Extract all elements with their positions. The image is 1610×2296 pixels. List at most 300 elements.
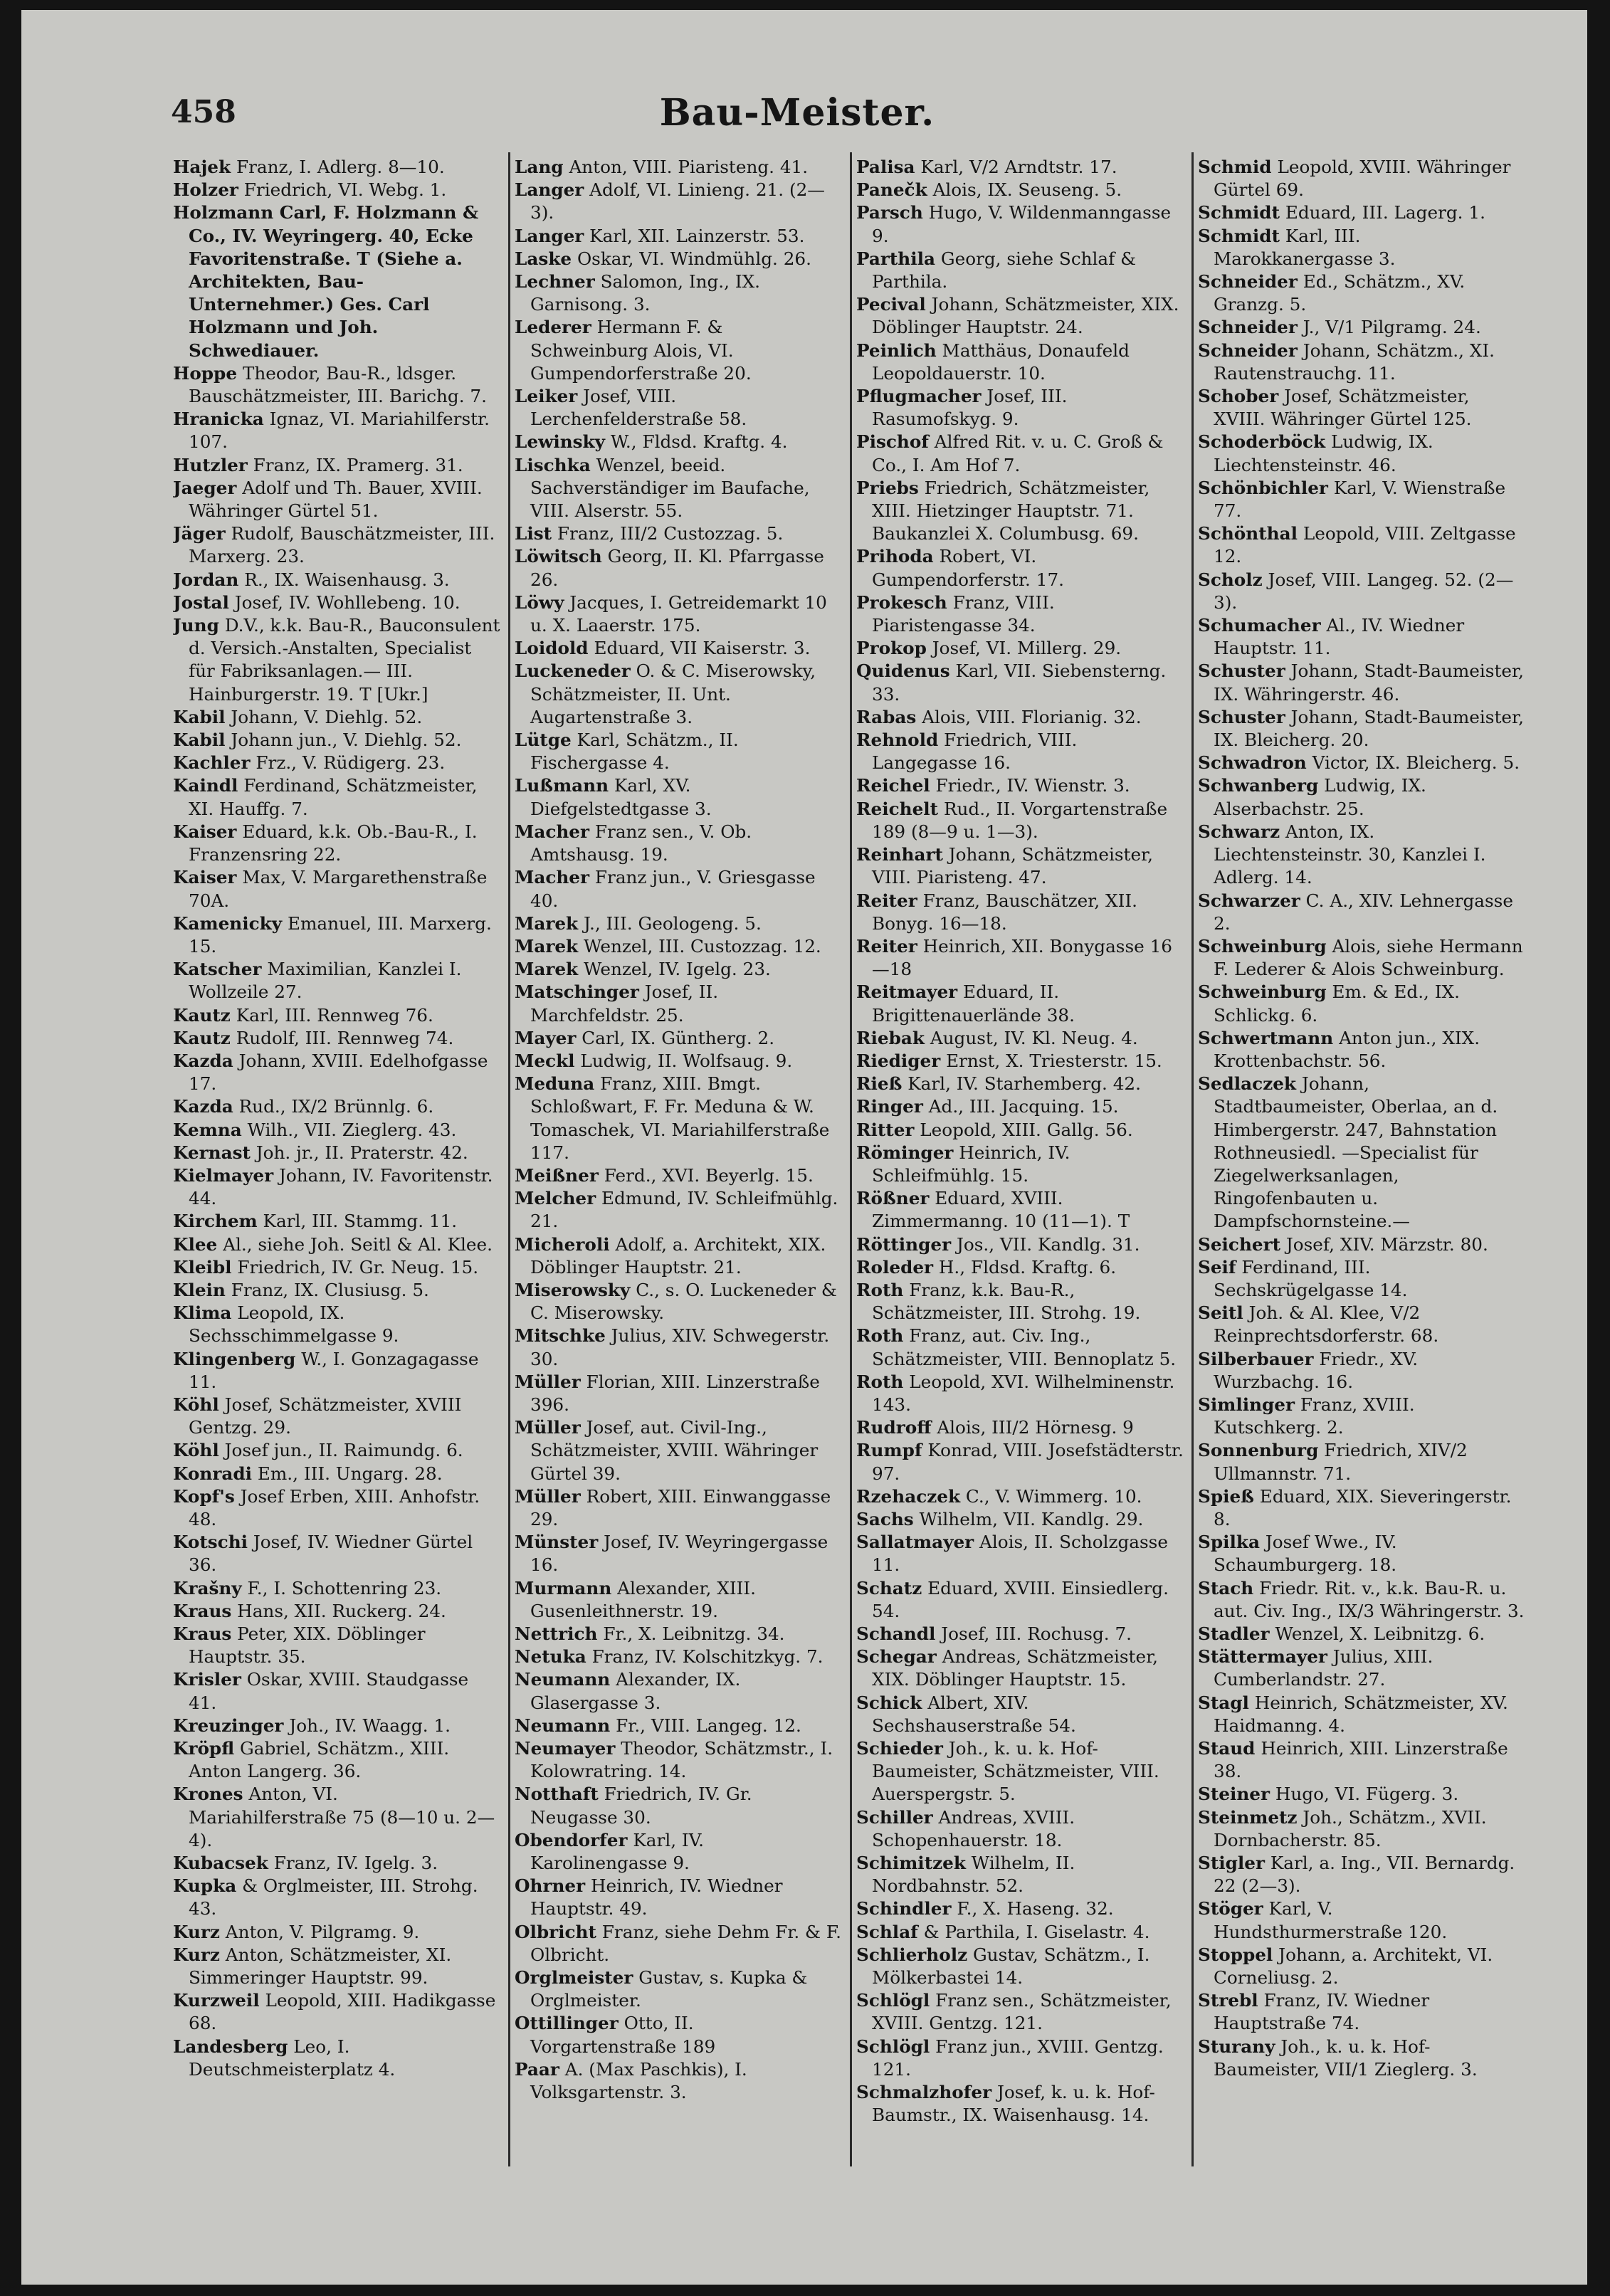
entry-details: Franz, IV. Wiedner Hauptstraße 74.: [1214, 1990, 1430, 2034]
directory-entry: [856, 843, 1184, 889]
directory-entry: [515, 1233, 842, 1279]
entry-details: Karl, XV. Diefgelstedtgasse 3.: [530, 775, 712, 819]
entry-name: Prihoda: [856, 546, 934, 567]
entry-details: J., III. Geologeng. 5.: [584, 912, 762, 934]
entry-details: Ferd., XVI. Beyerlg. 15.: [604, 1164, 814, 1186]
directory-entry: [1198, 1302, 1525, 1347]
directory-entry: [515, 316, 842, 385]
entry-details: Adolf, VI. Linieng. 21. (2—3).: [530, 179, 825, 223]
entry-name: Orglmeister: [515, 1967, 633, 1989]
entry-name: Mitschke: [515, 1325, 606, 1347]
directory-entry: [1198, 1692, 1525, 1737]
directory-entry: [173, 408, 500, 453]
entry-name: Panečk: [856, 179, 927, 201]
entry-name: Roleder: [856, 1256, 934, 1278]
directory-entry: [173, 752, 500, 774]
directory-entry: [173, 1095, 500, 1118]
entry-details: Heinrich, IV. Wiedner Hauptstr. 49.: [530, 1875, 783, 1920]
entry-name: Sedlaczek: [1198, 1073, 1297, 1095]
directory-entry: [515, 591, 842, 637]
entry-name: Spieß: [1198, 1485, 1254, 1507]
directory-entry: [515, 1668, 842, 1714]
entry-details: Peter, XIX. Döblinger Hauptstr. 35.: [189, 1623, 426, 1668]
entry-name: Kernast: [173, 1142, 251, 1163]
entry-details: Karl, III. Marokkanergasse 3.: [1214, 225, 1396, 269]
entry-name: Lederer: [515, 317, 591, 338]
directory-entry: [856, 1508, 1184, 1531]
directory-entry: [173, 1623, 500, 1668]
directory-column-4: [1198, 156, 1525, 2163]
entry-name: Reiter: [856, 935, 917, 957]
directory-entry: [1198, 431, 1525, 476]
entry-name: Schmidt: [1198, 225, 1280, 246]
directory-entry: [173, 201, 500, 362]
entry-name: Meckl: [515, 1050, 575, 1071]
directory-entry: [856, 2036, 1184, 2081]
directory-entry: [1198, 270, 1525, 316]
entry-name: Meißner: [515, 1164, 599, 1186]
entry-details: Friedrich, Schätzmeister, XIII. Hietzinger Hauptstr. 71. Baukanzlei X. Columbusg. 69.: [872, 477, 1150, 544]
directory-entry: [856, 1142, 1184, 1187]
directory-entry: [1198, 1897, 1525, 1943]
entry-name: Peinlich: [856, 339, 937, 361]
entry-details: Josef Erben, XIII. Anhofstr. 48.: [189, 1485, 480, 1529]
entry-details: Josef, k. u. k. Hof-Baumstr., IX. Waisenhausg. 14.: [872, 2082, 1155, 2126]
entry-name: Lechner: [515, 271, 595, 293]
entry-details: Jacques, I. Getreidemarkt 10 u. X. Laaerstr. 175.: [530, 591, 827, 636]
entry-name: Macher: [515, 867, 590, 888]
entry-name: Köhl: [173, 1440, 219, 1461]
entry-name: Schlögl: [856, 1990, 930, 2011]
entry-name: Rabas: [856, 706, 917, 727]
entry-name: Schmid: [1198, 157, 1272, 177]
directory-entry: [515, 1416, 842, 1485]
entry-name: Melcher: [515, 1188, 596, 1209]
column-divider: [508, 152, 510, 2166]
directory-entry: [173, 156, 500, 179]
entry-name: Reichelt: [856, 798, 939, 819]
entry-details: Johann, IV. Favoritenstr. 44.: [189, 1164, 493, 1209]
entry-details: Franz, siehe Dehm Fr. & F. Olbricht.: [530, 1921, 841, 1965]
entry-name: Loidold: [515, 638, 589, 659]
directory-entry: [173, 1989, 500, 2035]
entry-details: Anton, VIII. Piaristeng. 41.: [569, 157, 809, 177]
directory-entry: [1198, 1623, 1525, 1645]
directory-entry: [515, 935, 842, 958]
entry-name: Stättermayer: [1198, 1646, 1327, 1668]
directory-entry: [1198, 1577, 1525, 1623]
directory-entry: [173, 1004, 500, 1027]
entry-name: Löwy: [515, 591, 564, 613]
entry-name: Schweinburg: [1198, 935, 1327, 957]
entry-details: Florian, XIII. Linzerstraße 396.: [530, 1371, 820, 1415]
entry-name: Parthila: [856, 248, 936, 269]
entry-name: Neumayer: [515, 1738, 616, 1759]
entry-name: Holzer: [173, 179, 238, 201]
entry-details: Leopold, VIII. Zeltgasse 12.: [1214, 523, 1516, 567]
entry-name: Kazda: [173, 1050, 233, 1071]
entry-name: Kurzweil: [173, 1990, 260, 2011]
directory-entry: [856, 890, 1184, 935]
entry-details: Leopold, IX. Sechsschimmelgasse 9.: [189, 1302, 399, 1347]
directory-entry: [173, 1463, 500, 1485]
entry-details: Johann, Stadt-Baumeister, IX. Bleicherg. 20.: [1214, 706, 1524, 751]
entry-name: Landesberg: [173, 2036, 288, 2057]
entry-name: Schlaf: [856, 1921, 918, 1942]
entry-details: R., IX. Waisenhausg. 3.: [244, 569, 450, 590]
directory-entry: [515, 1187, 842, 1233]
entry-name: Kirchem: [173, 1211, 258, 1232]
entry-details: Hans, XII. Ruckerg. 24.: [237, 1600, 446, 1621]
entry-details: Josef, VIII. Lerchenfelderstraße 58.: [530, 386, 747, 430]
entry-name: Hajek: [173, 157, 231, 177]
entry-details: Joh., k. u. k. Hof-Baumeister, VII/1 Zieglerg. 3.: [1214, 2036, 1478, 2080]
entry-name: Kotschi: [173, 1532, 248, 1553]
entry-name: Quidenus: [856, 660, 950, 682]
entry-details: Josef, III. Rochusg. 7.: [941, 1623, 1132, 1644]
entry-details: Georg, siehe Schlaf & Parthila.: [872, 248, 1137, 293]
entry-name: Röminger: [856, 1142, 954, 1163]
directory-entry: [856, 1119, 1184, 1142]
entry-details: H., Fldsd. Kraftg. 6.: [938, 1256, 1117, 1278]
directory-entry: [173, 1921, 500, 1944]
entry-name: Jäger: [173, 523, 226, 544]
entry-name: Murmann: [515, 1577, 612, 1599]
entry-details: Anton, VI. Mariahilferstraße 75 (8—10 u. 2—4).: [189, 1784, 495, 1850]
entry-details: Julius, XIV. Schwegerstr. 30.: [530, 1325, 830, 1369]
entry-details: Em. & Ed., IX. Schlickg. 6.: [1214, 981, 1460, 1026]
directory-entry: [515, 729, 842, 774]
entry-name: Meduna: [515, 1073, 595, 1095]
directory-entry: [856, 981, 1184, 1026]
directory-entry: [173, 2036, 500, 2081]
running-title: Bau-Meister.: [659, 91, 935, 135]
directory-entry: [515, 1966, 842, 2012]
entry-details: Franz, XVIII. Kutschkerg. 2.: [1214, 1394, 1415, 1438]
directory-entry: [173, 569, 500, 591]
entry-details: Johann, Schätzmeister, XIX. Döblinger Hauptstr. 24.: [872, 294, 1179, 338]
directory-entry: [1198, 1348, 1525, 1394]
entry-name: Klingenberg: [173, 1348, 296, 1369]
entry-name: Roth: [856, 1279, 904, 1300]
entry-name: Priebs: [856, 477, 919, 498]
entry-details: Friedr. Rit. v., k.k. Bau-R. u. aut. Civ. Ing., IX/3 Währingerstr. 3.: [1214, 1577, 1525, 1621]
directory-entry: [856, 1073, 1184, 1095]
directory-entry: [515, 774, 842, 820]
entry-name: Schwarzer: [1198, 890, 1300, 911]
entry-details: O. & C. Miserowsky, Schätzmeister, II. Unt. Augartenstraße 3.: [530, 660, 816, 727]
entry-name: Roth: [856, 1325, 904, 1347]
entry-name: Reinhart: [856, 844, 943, 865]
entry-details: Anton jun., XIX. Krottenbachstr. 56.: [1214, 1027, 1480, 1071]
entry-name: Simlinger: [1198, 1394, 1295, 1415]
entry-details: Friedrich, IV. Gr. Neugasse 30.: [530, 1784, 752, 1828]
entry-name: Rößner: [856, 1188, 930, 1209]
directory-entry: [173, 912, 500, 958]
directory-entry: [856, 591, 1184, 637]
entry-details: Maximilian, Kanzlei I. Wollzeile 27.: [189, 959, 462, 1003]
entry-details: Albert, XIV. Sechshauserstraße 54.: [872, 1692, 1076, 1736]
entry-name: Lewinsky: [515, 431, 605, 453]
entry-details: J., V/1 Pilgramg. 24.: [1303, 317, 1481, 338]
directory-entry: [173, 1210, 500, 1233]
entry-name: Rehnold: [856, 730, 939, 751]
entry-name: List: [515, 523, 552, 544]
entry-name: Ohrner: [515, 1875, 586, 1897]
directory-entry: [173, 1394, 500, 1439]
entry-name: Katscher: [173, 959, 262, 980]
entry-name: Reichel: [856, 775, 930, 796]
entry-details: Wenzel, X. Leibnitzg. 6.: [1275, 1623, 1485, 1644]
directory-entry: [515, 912, 842, 935]
entry-details: Victor, IX. Bleicherg. 5.: [1312, 752, 1520, 774]
entry-details: Johann, Stadt-Baumeister, IX. Währingerstr. 46.: [1214, 660, 1524, 705]
directory-entry: [515, 179, 842, 224]
entry-name: Kielmayer: [173, 1164, 274, 1186]
entry-name: Löwitsch: [515, 546, 602, 567]
entry-details: Josef, IV. Wohllebeng. 10.: [234, 591, 461, 613]
entry-details: Oskar, XVIII. Staudgasse 41.: [189, 1669, 469, 1713]
entry-details: Franz, VIII. Piaristengasse 34.: [872, 591, 1055, 636]
entry-details: Hermann F. & Schweinburg Alois, VI. Gumpendorferstraße 20.: [530, 317, 752, 384]
directory-entry: [1198, 316, 1525, 339]
entry-name: Schwertmann: [1198, 1027, 1334, 1048]
directory-entry: [173, 1944, 500, 1989]
entry-name: Kröpfl: [173, 1738, 235, 1759]
entry-name: Schoderböck: [1198, 431, 1326, 453]
entry-details: Rudolf, III. Rennweg 74.: [236, 1027, 454, 1048]
entry-name: Netuka: [515, 1646, 586, 1668]
entry-name: Laske: [515, 248, 572, 269]
entry-name: Hoppe: [173, 362, 238, 384]
directory-entry: [515, 2058, 842, 2104]
entry-details: Ferdinand, III. Sechskrügelgasse 14.: [1214, 1256, 1408, 1300]
directory-entry: [515, 225, 842, 248]
directory-entry: [856, 179, 1184, 201]
entry-details: Matthäus, Donaufeld Leopoldauerstr. 10.: [872, 339, 1130, 384]
directory-entry: [173, 522, 500, 568]
entry-details: Franz, XIII. Bmgt. Schloßwart, F. Fr. Meduna & W. Tomaschek, VI. Mariahilferstraße 117.: [530, 1073, 830, 1163]
entry-details: Josef, VI. Millerg. 29.: [932, 638, 1122, 659]
directory-entry: [856, 339, 1184, 385]
entry-name: Hutzler: [173, 454, 248, 475]
directory-entry: [856, 248, 1184, 293]
directory-entry: [856, 1737, 1184, 1806]
entry-name: Kraus: [173, 1623, 232, 1644]
entry-name: Marek: [515, 959, 579, 980]
entry-details: Wenzel, beeid. Sachverständiger im Baufache, VIII. Alserstr. 55.: [530, 454, 810, 522]
entry-name: Köhl: [173, 1394, 219, 1415]
directory-entry: [515, 1715, 842, 1737]
entry-details: Josef Wwe., IV. Schaumburgerg. 18.: [1214, 1532, 1397, 1576]
entry-name: Prokop: [856, 638, 927, 659]
entry-details: Franz, I. Adlerg. 8—10.: [236, 157, 445, 177]
entry-details: Friedrich, XIV/2 Ullmannstr. 71.: [1214, 1440, 1468, 1484]
entry-details: Wilh., VII. Zieglerg. 43.: [247, 1119, 457, 1140]
entry-details: A. (Max Paschkis), I. Volksgartenstr. 3.: [530, 2058, 747, 2103]
entry-name: Kabil: [173, 730, 226, 751]
entry-name: Schlierholz: [856, 1944, 968, 1965]
directory-entry: [1198, 821, 1525, 890]
entry-details: Karl, Schätzm., II. Fischergasse 4.: [530, 730, 739, 774]
entry-details: Ferdinand, Schätzmeister, XI. Hauffg. 7.: [189, 775, 478, 819]
directory-entry: [1198, 890, 1525, 935]
entry-details: Fr., VIII. Langeg. 12.: [616, 1715, 801, 1736]
entry-details: Anton, IX. Liechtensteinstr. 30, Kanzlei I. Adlerg. 14.: [1214, 821, 1486, 888]
entry-details: Heinrich, XII. Bonygasse 16—18: [872, 935, 1173, 980]
directory-entry: [173, 1668, 500, 1714]
entry-name: Schuster: [1198, 660, 1285, 682]
directory-entry: [1198, 1737, 1525, 1783]
directory-entry: [515, 1027, 842, 1050]
entry-name: Krisler: [173, 1669, 241, 1690]
entry-details: Theodor, Schätzmstr., I. Kolowratring. 14.: [530, 1738, 833, 1782]
entry-name: Stadler: [1198, 1623, 1270, 1644]
entry-name: Konradi: [173, 1463, 252, 1484]
entry-name: Lischka: [515, 454, 591, 475]
directory-entry: [856, 1371, 1184, 1416]
entry-details: Josef, II. Marchfeldstr. 25.: [530, 981, 719, 1026]
entry-name: Olbricht: [515, 1921, 596, 1942]
directory-entry: [173, 591, 500, 614]
entry-name: Mayer: [515, 1027, 577, 1048]
directory-entry: [856, 637, 1184, 660]
entry-name: Kreuzinger: [173, 1715, 284, 1736]
entry-details: Oskar, VI. Windmühlg. 26.: [577, 248, 811, 269]
directory-entry: [1198, 2036, 1525, 2081]
directory-entry: [173, 1783, 500, 1852]
directory-entry: [856, 2081, 1184, 2127]
entry-name: Jaeger: [173, 477, 237, 498]
entry-details: Johann, a. Architekt, VI. Corneliusg. 2.: [1214, 1944, 1493, 1989]
entry-name: Hranicka: [173, 409, 264, 430]
entry-name: Kamenicky: [173, 912, 283, 934]
entry-name: Pflugmacher: [856, 386, 982, 407]
entry-details: Eduard, II. Brigittenauerlände 38.: [872, 981, 1075, 1026]
directory-entry: [1198, 1073, 1525, 1233]
directory-entry: [1198, 981, 1525, 1026]
entry-name: Schweinburg: [1198, 981, 1327, 1003]
entry-details: Al., IV. Wiedner Hauptstr. 11.: [1214, 615, 1465, 659]
directory-entry: [173, 1119, 500, 1142]
entry-name: Strebl: [1198, 1990, 1258, 2011]
entry-details: Karl, V/2 Arndtstr. 17.: [920, 157, 1117, 177]
entry-details: Alexander, XIII. Gusenleithnerstr. 19.: [530, 1577, 756, 1621]
directory-entry: [856, 477, 1184, 546]
page-number: 458: [171, 94, 236, 130]
entry-name: Stoppel: [1198, 1944, 1273, 1965]
entry-details: Eduard, k.k. Ob.-Bau-R., I. Franzensring 22.: [189, 821, 478, 865]
entry-name: Notthaft: [515, 1784, 599, 1805]
entry-details: Alois, IX. Seuseng. 5.: [932, 179, 1122, 201]
entry-name: Schmalzhofer: [856, 2082, 992, 2103]
entry-details: Andreas, Schätzmeister, XIX. Döblinger Hauptstr. 15.: [872, 1646, 1159, 1690]
directory-entry: [856, 1806, 1184, 1852]
entry-details: C. A., XIV. Lehnergasse 2.: [1214, 890, 1513, 934]
entry-details: Franz, III/2 Custozzag. 5.: [557, 523, 784, 544]
entry-name: Ritter: [856, 1119, 915, 1140]
directory-entry: [1198, 1394, 1525, 1439]
directory-entry: [1198, 522, 1525, 568]
entry-name: Seif: [1198, 1256, 1236, 1278]
entry-name: Kupka: [173, 1875, 237, 1897]
entry-details: Ignaz, VI. Mariahilferstr. 107.: [189, 409, 490, 453]
directory-entry: [515, 156, 842, 179]
entry-name: Lang: [515, 157, 564, 177]
entry-name: Nettrich: [515, 1623, 598, 1644]
entry-details: Eduard, XVIII. Zimmermanng. 10 (11—1). T: [872, 1188, 1130, 1232]
directory-entry: [856, 1852, 1184, 1897]
directory-entry: [1198, 339, 1525, 385]
directory-entry: [1198, 1852, 1525, 1897]
directory-entry: [856, 1439, 1184, 1485]
directory-entry: [173, 1600, 500, 1623]
entry-details: Heinrich, Schätzmeister, XV. Haidmanng. 4.: [1214, 1692, 1508, 1736]
entry-details: Franz, IV. Kolschitzkyg. 7.: [591, 1646, 824, 1668]
directory-entry: [856, 431, 1184, 476]
entry-details: Gabriel, Schätzm., XIII. Anton Langerg. 36.: [189, 1738, 450, 1782]
entry-name: Müller: [515, 1485, 581, 1507]
entry-details: Ed., Schätzm., XV. Granzg. 5.: [1214, 271, 1466, 315]
directory-entry: [856, 729, 1184, 774]
directory-entry: [173, 362, 500, 408]
entry-details: Karl, IV. Karolinengasse 9.: [530, 1829, 705, 1874]
entry-details: Josef, Schätzmeister, XVIII. Währinger Gürtel 125.: [1214, 386, 1472, 430]
entry-name: Kurz: [173, 1921, 220, 1942]
directory-entry: [173, 1531, 500, 1576]
entry-name: Rumpf: [856, 1440, 922, 1461]
directory-entry: [1198, 156, 1525, 201]
directory-entry: [856, 1187, 1184, 1233]
directory-entry: [856, 1944, 1184, 1989]
entry-details: Gustav, s. Kupka & Orglmeister.: [530, 1967, 808, 2011]
entry-name: Langer: [515, 179, 584, 201]
directory-entry: [515, 1050, 842, 1073]
entry-name: Schmidt: [1198, 202, 1280, 223]
entry-details: Johann, Schätzm., XI. Rautenstrauchg. 11.: [1214, 339, 1495, 384]
directory-entry: [173, 729, 500, 752]
entry-details: Karl, a. Ing., VII. Bernardg. 22 (2—3).: [1214, 1853, 1515, 1897]
directory-entry: [173, 179, 500, 201]
entry-details: Heinrich, IV. Schleifmühlg. 15.: [872, 1142, 1070, 1186]
entry-name: Krones: [173, 1784, 243, 1805]
directory-entry: [1198, 1806, 1525, 1852]
entry-name: Seichert: [1198, 1233, 1281, 1255]
entry-name: Schiller: [856, 1806, 933, 1828]
directory-entry: [515, 1623, 842, 1645]
directory-entry: [856, 293, 1184, 339]
directory-entry: [515, 454, 842, 523]
entry-details: Josef, IV. Weyringergasse 16.: [530, 1532, 828, 1576]
entry-name: Klein: [173, 1279, 226, 1300]
entry-details: Franz, Bauschätzer, XII. Bonyg. 16—18.: [872, 890, 1137, 934]
directory-entry: [856, 1645, 1184, 1691]
directory-entry: [856, 1692, 1184, 1737]
entry-details: August, IV. Kl. Neug. 4.: [930, 1027, 1138, 1048]
directory-entry: [173, 706, 500, 729]
entry-details: Julius, XIII. Cumberlandstr. 27.: [1214, 1646, 1433, 1690]
entry-name: Lütge: [515, 730, 572, 751]
directory-page: [21, 10, 1587, 2285]
entry-name: Jung: [173, 615, 219, 636]
directory-entry: [173, 1715, 500, 1737]
entry-details: Joh., k. u. k. Hof-Baumeister, Schätzmeister, VIII. Auerspergstr. 5.: [872, 1738, 1159, 1805]
entry-details: Friedr., XV. Wurzbachg. 16.: [1214, 1348, 1419, 1392]
entry-details: Alois, siehe Hermann F. Lederer & Alois Schweinburg.: [1214, 935, 1523, 980]
entry-name: Sallatmayer: [856, 1532, 974, 1553]
entry-name: Münster: [515, 1532, 599, 1553]
directory-entry: [173, 774, 500, 820]
